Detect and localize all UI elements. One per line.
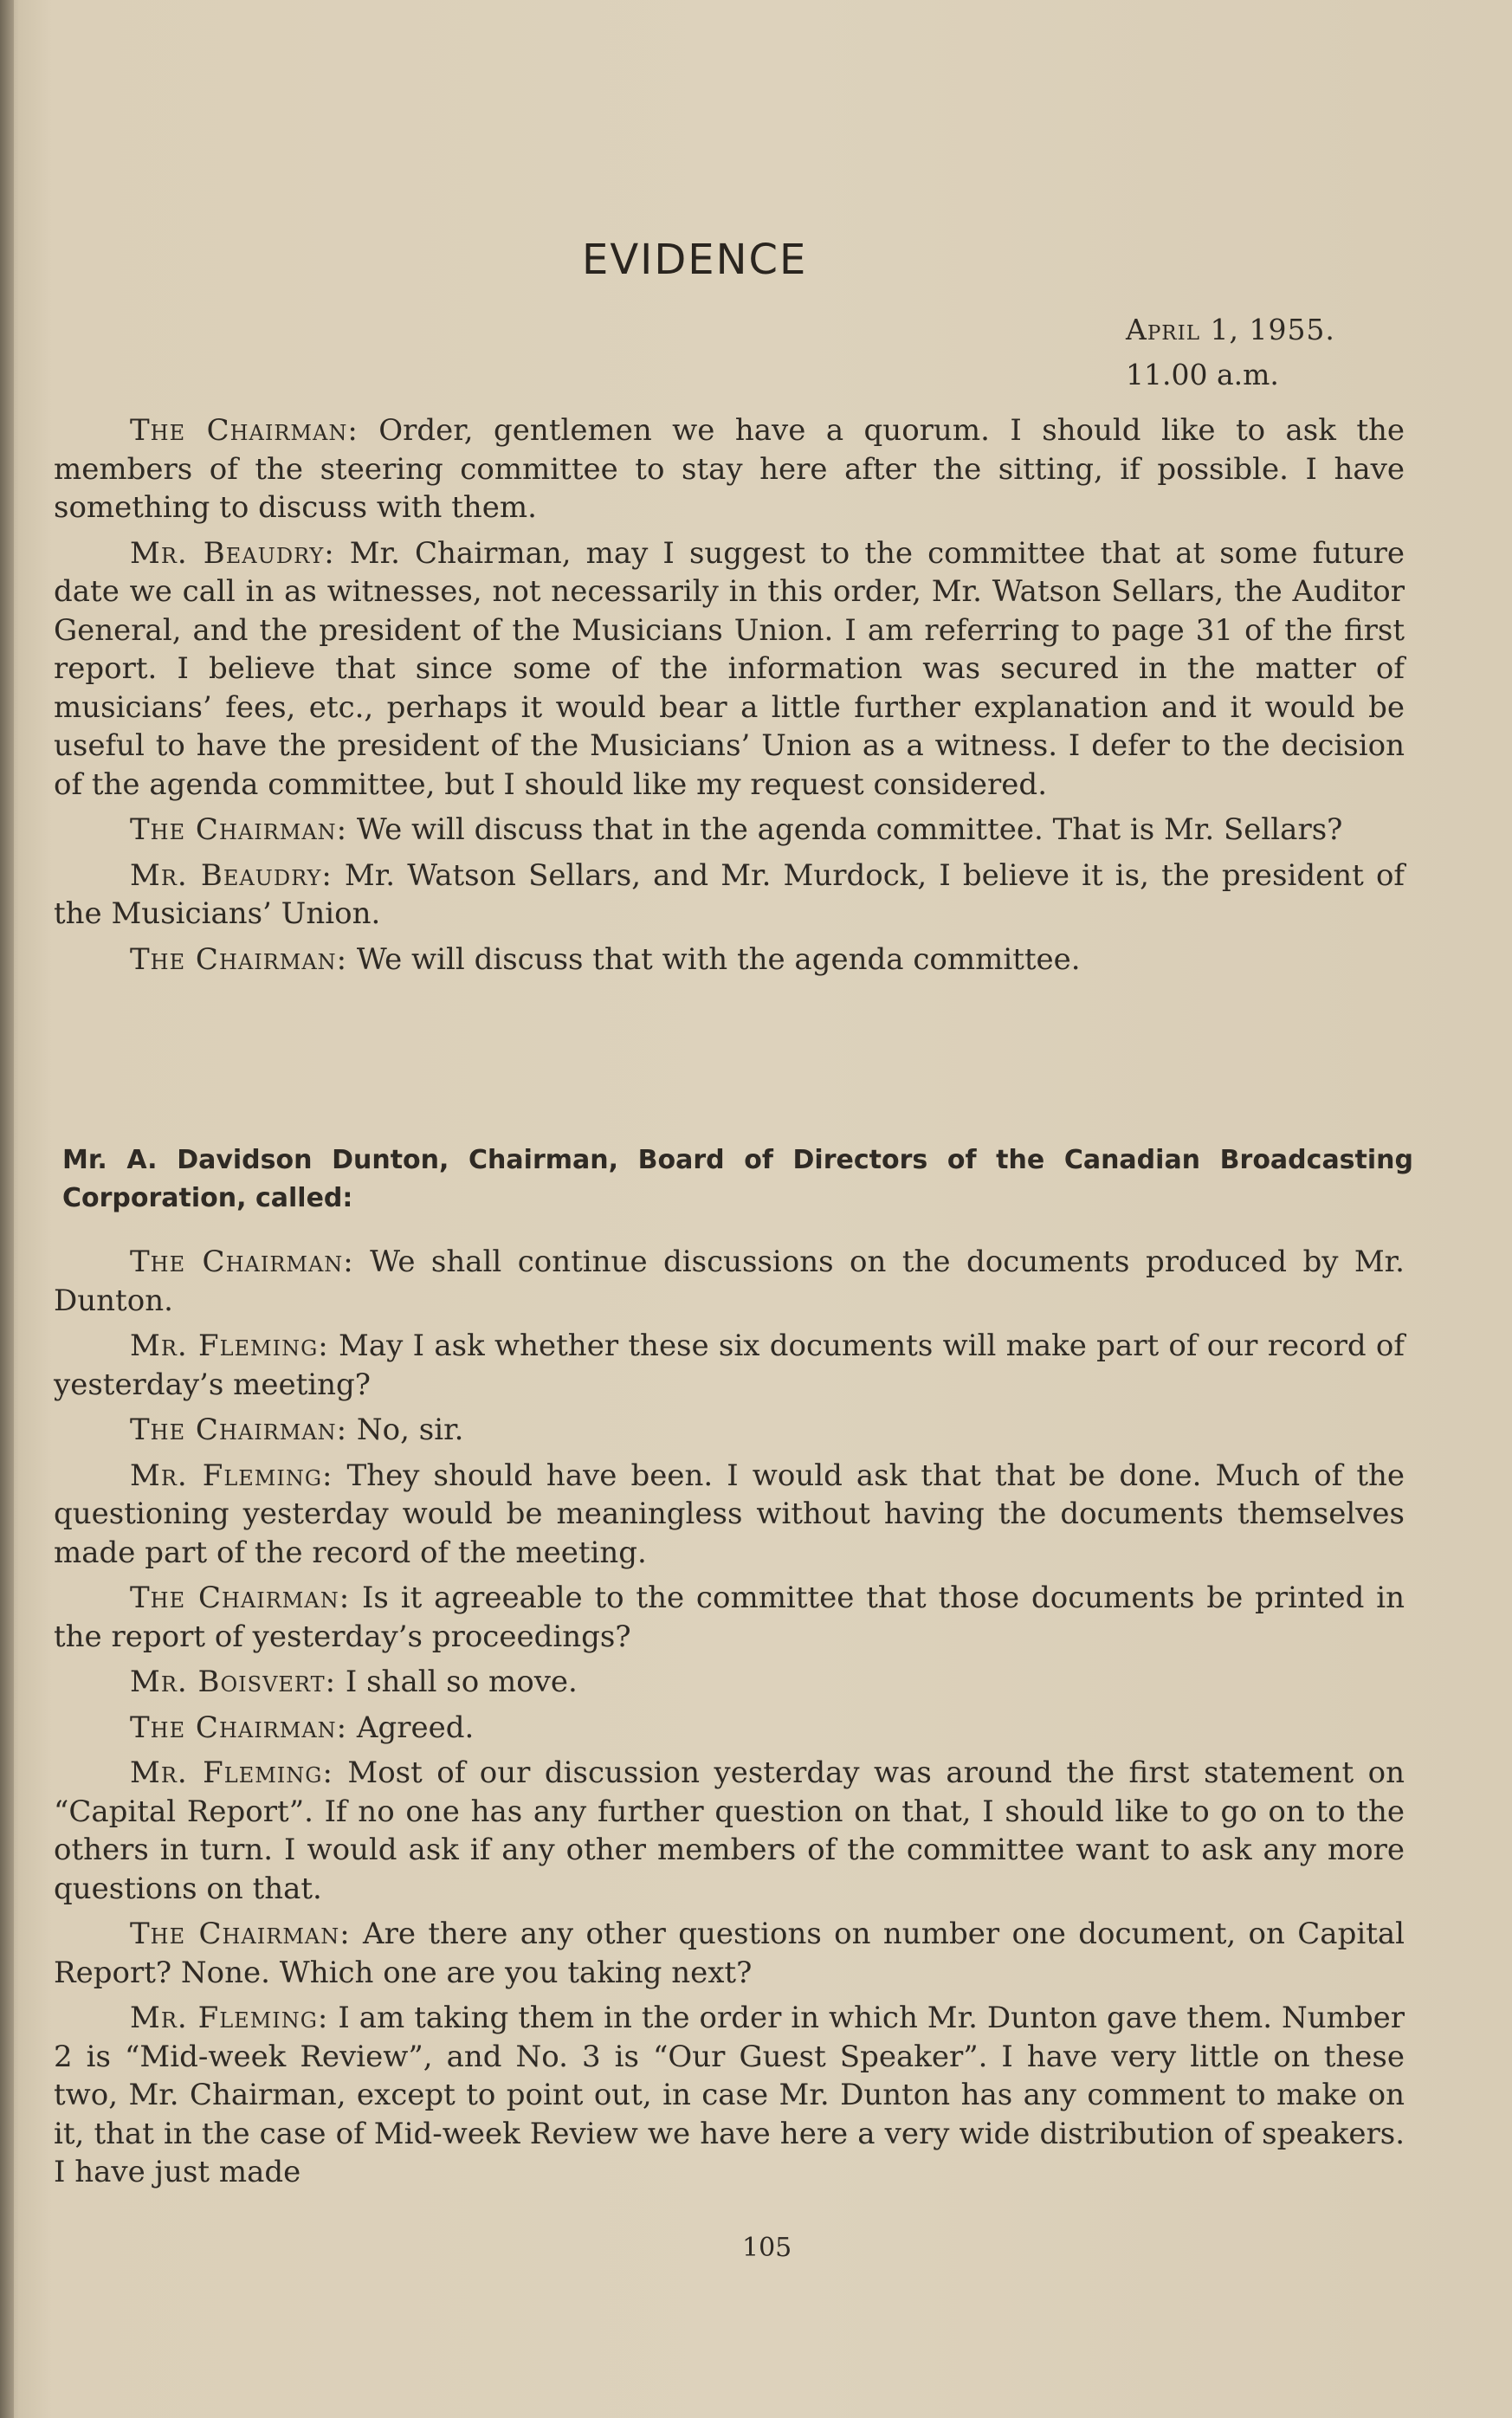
paragraph [54,1243,1405,1320]
date-line: April 1, 1955. [1126,313,1335,346]
proceedings-block-1 [54,411,1405,986]
paragraph [54,1579,1405,1656]
statement: No, sir. [347,1413,464,1447]
paragraph [54,1915,1405,1992]
statement: We shall continue discussions on the documents produced by Mr. Dunton. [54,1245,1405,1318]
statement: We will discuss that with the agenda committee. [347,941,1081,977]
book-spine-shadow [0,0,14,2418]
statement: Order, gentlemen we have a quorum. I should like to ask the members of the steering committee to stay here after the sitting, if possible. I have something to discuss with them. [54,413,1405,525]
speaker: The Chairman: [130,1581,351,1615]
statement: I am taking them in the order in which Mr. Dunton gave them. Number 2 is “Mid-week Review”, and No. 3 is “Our Guest Speaker”. I have very little on these two, Mr. Chairman, except to point out, in case Mr. Dunton has any comment to make on it, that in the case of Mid-week Review we have here a very wide distribution of speakers. I have just made [54,2001,1405,2189]
paragraph [54,1457,1405,1573]
statement: Mr. Chairman, may I suggest to the committee that at some future date we call in as witnesses, not necessarily in this order, Mr. Watson Sellars, the Auditor General, and the president of the Musicians Union. I am referring to page 31 of the first report. I believe that since some of the information was secured in the matter of musicians’ fees, etc., perhaps it would bear a little further explanation and it would be useful to have the president of the Musicians’ Union as a witness. I defer to the decision of the agenda committee, but I should like my request considered. [54,535,1405,802]
witness-heading: Mr. A. Davidson Dunton, Chairman, Board of Directors of the Canadian Broadcasting Corporation, called: [62,1145,1413,1213]
speaker: The Chairman: [130,1245,354,1279]
paragraph [54,411,1405,527]
speaker: The Chairman: [130,413,359,448]
speaker: Mr. Fleming: [130,2001,329,2035]
page-title: EVIDENCE [582,236,808,284]
statement: Are there any other questions on number one document, on Capital Report? None. Which one are you taking next? [54,1917,1405,1990]
paragraph [54,1999,1405,2192]
speaker: The Chairman: [130,1710,348,1745]
speaker: Mr. Fleming: [130,1458,333,1493]
paragraph [54,1754,1405,1908]
paragraph [54,857,1405,934]
speaker: The Chairman: [130,1413,348,1447]
page-number: 105 [742,2233,792,2263]
session-date [1126,307,1335,398]
speaker: Mr. Boisvert: [130,1665,337,1699]
statement: Most of our discussion yesterday was around the first statement on “Capital Report”. If no one has any further question on that, I should like to go on to the others in turn. I would ask if any other members of the committee want to ask any more questions on that. [54,1755,1405,1906]
speaker: Mr. Beaudry: [130,857,333,893]
speaker: Mr. Fleming: [130,1329,329,1363]
speaker: The Chairman: [130,812,348,847]
paragraph [54,1411,1405,1450]
paragraph [54,941,1405,979]
paragraph [54,1327,1405,1404]
statement: May I ask whether these six documents will make part of our record of yesterday’s meeting? [54,1329,1405,1402]
paragraph [54,1709,1405,1748]
paragraph [54,811,1405,850]
statement: Is it agreeable to the committee that those documents be printed in the report of yesterday’s proceedings? [54,1581,1405,1654]
speaker: Mr. Beaudry: [130,535,335,571]
paragraph [54,534,1405,805]
speaker: The Chairman: [130,941,348,977]
statement: Agreed. [347,1710,475,1745]
speaker: The Chairman: [130,1917,351,1951]
statement: Mr. Watson Sellars, and Mr. Murdock, I believe it is, the president of the Musicians’ Union. [54,857,1405,931]
statement: We will discuss that in the agenda committee. That is Mr. Sellars? [347,812,1343,847]
statement: I shall so move. [336,1665,578,1699]
paragraph [54,1663,1405,1702]
proceedings-block-2 [54,1243,1405,2199]
time-line: 11.00 a.m. [1126,358,1279,391]
statement: They should have been. I would ask that that be done. Much of the questioning yesterday would be meaningless without having the documents themselves made part of the record of the meeting. [54,1458,1405,1570]
speaker: Mr. Fleming: [130,1755,333,1790]
